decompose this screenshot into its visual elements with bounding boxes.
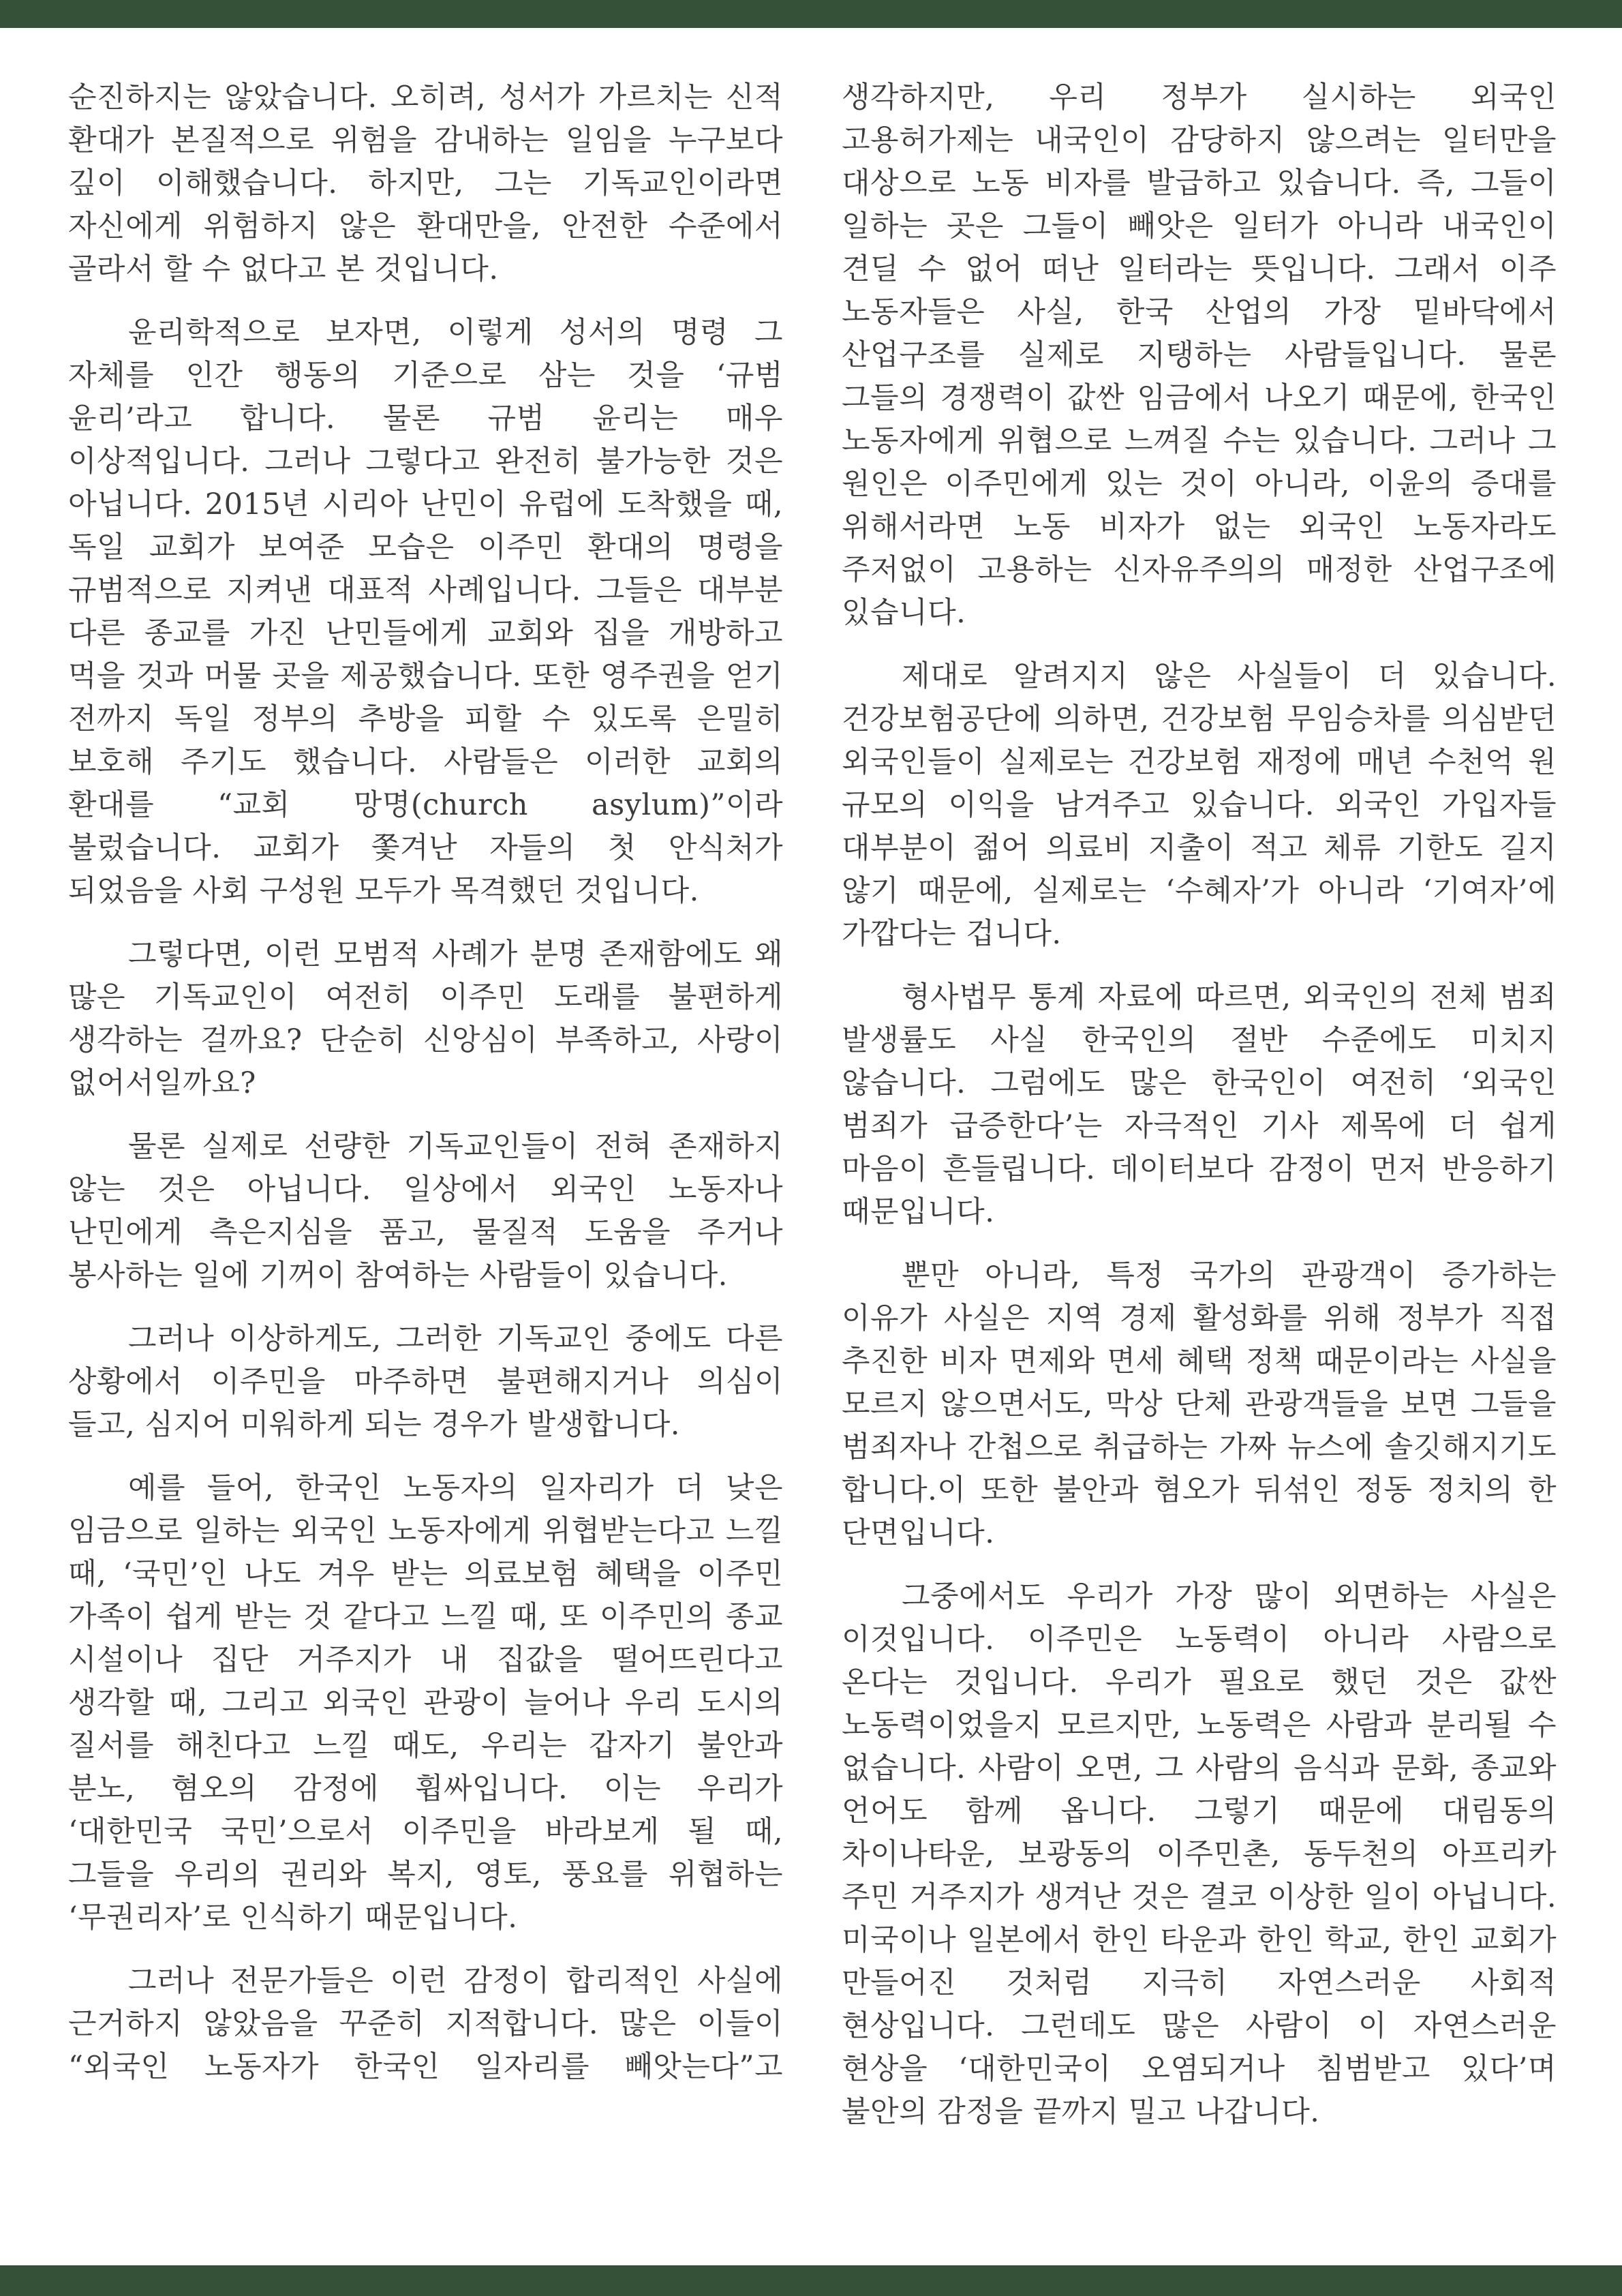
paragraph: 순진하지는 않았습니다. 오히려, 성서가 가르치는 신적 환대가 본질적으로 위험을 감내하는 일임을 누구보다 깊이 이해했습니다. 하지만, 그는 기독교인이라면 자신에게 위험하지 않은 환대만을, 안전한 수준에서 골라서 할 수 없다고 본 것입니다. bbox=[68, 80, 783, 286]
paragraph: 그러나 이상하게도, 그러한 기독교인 중에도 다른 상황에서 이주민을 마주하면 불편해지거나 의심이 들고, 심지어 미워하게 되는 경우가 발생합니다. bbox=[68, 1322, 783, 1442]
text-column-left bbox=[68, 76, 783, 2154]
paragraph: 그렇다면, 이런 모범적 사례가 분명 존재함에도 왜 많은 기독교인이 여전히 이주민 도래를 불편하게 생각하는 걸까요? 단순히 신앙심이 부족하고, 사랑이 없어서일까요? bbox=[68, 937, 783, 1100]
paragraph: 그중에서도 우리가 가장 많이 외면하는 사실은 이것입니다. 이주민은 노동력이 아니라 사람으로 온다는 것입니다. 우리가 필요로 했던 것은 값싼 노동력이었을지 모르지만, 노동력은 사람과 분리될 수 없습니다. 사람이 오면, 그 사람의 음식과 문화, 종교와 언어도 함께 옵니다. 그렇기 때문에 대림동의 차이나타운, 보광동의 이주민촌, 동두천의 아프리카 주민 거주지가 생겨난 것은 결코 이상한 일이 아닙니다. 미국이나 일본에서 한인 타운과 한인 학교, 한인 교회가 만들어진 것처럼 지극히 자연스러운 사회적 현상입니다. 그런데도 많은 사람이 이 자연스러운 현상을 ‘대한민국이 오염되거나 침범받고 있다’며 불안의 감정을 끝까지 밀고 나갑니다. bbox=[842, 1580, 1557, 2129]
paragraph: 생각하지만, 우리 정부가 실시하는 외국인 고용허가제는 내국인이 감당하지 않으려는 일터만을 대상으로 노동 비자를 발급하고 있습니다. 즉, 그들이 일하는 곳은 그들이 빼앗은 일터가 아니라 내국인이 견딜 수 없어 떠난 일터라는 뜻입니다. 그래서 이주 노동자들은 사실, 한국 산업의 가장 밑바닥에서 산업구조를 실제로 지탱하는 사람들입니다. 물론 그들의 경쟁력이 값싼 임금에서 나오기 때문에, 한국인 노동자에게 위협으로 느껴질 수는 있습니다. 그러나 그 원인은 이주민에게 있는 것이 아니라, 이윤의 증대를 위해서라면 노동 비자가 없는 외국인 노동자라도 주저없이 고용하는 신자유주의의 매정한 산업구조에 있습니다. bbox=[842, 80, 1557, 630]
paragraph: 뿐만 아니라, 특정 국가의 관광객이 증가하는 이유가 사실은 지역 경제 활성화를 위해 정부가 직접 추진한 비자 면제와 면세 혜택 정책 때문이라는 사실을 모르지 않으면서도, 막상 단체 관광객들을 보면 그들을 범죄자나 간첩으로 취급하는 가짜 뉴스에 솔깃해지기도 합니다.이 또한 불안과 혐오가 뒤섞인 정동 정치의 한 단면입니다. bbox=[842, 1258, 1557, 1550]
top-accent-bar bbox=[0, 0, 1622, 28]
page-body bbox=[68, 76, 1557, 2154]
paragraph: 윤리학적으로 보자면, 이렇게 성서의 명령 그 자체를 인간 행동의 기준으로 삼는 것을 ‘규범 윤리’라고 합니다. 물론 규범 윤리는 매우 이상적입니다. 그러나 그렇다고 완전히 불가능한 것은 아닙니다. 2015년 시리아 난민이 유럽에 도착했을 때, 독일 교회가 보여준 모습은 이주민 환대의 명령을 규범적으로 지켜낸 대표적 사례입니다. 그들은 대부분 다른 종교를 가진 난민들에게 교회와 집을 개방하고 먹을 것과 머물 곳을 제공했습니다. 또한 영주권을 얻기 전까지 독일 정부의 추방을 피할 수 있도록 은밀히 보호해 주기도 했습니다. 사람들은 이러한 교회의 환대를 “교회 망명(church asylum)”이라 불렀습니다. 교회가 쫓겨난 자들의 첫 안식처가 되었음을 사회 구성원 모두가 목격했던 것입니다. bbox=[68, 316, 783, 908]
paragraph: 제대로 알려지지 않은 사실들이 더 있습니다. 건강보험공단에 의하면, 건강보험 무임승차를 의심받던 외국인들이 실제로는 건강보험 재정에 매년 수천억 원 규모의 이익을 남겨주고 있습니다. 외국인 가입자들 대부분이 젊어 의료비 지출이 적고 체류 기한도 길지 않기 때문에, 실제로는 ‘수혜자’가 아니라 ‘기여자’에 가깝다는 겁니다. bbox=[842, 659, 1557, 951]
paragraph: 물론 실제로 선량한 기독교인들이 전혀 존재하지 않는 것은 아닙니다. 일상에서 외국인 노동자나 난민에게 측은지심을 품고, 물질적 도움을 주거나 봉사하는 일에 기꺼이 참여하는 사람들이 있습니다. bbox=[68, 1130, 783, 1293]
bottom-accent-bar bbox=[0, 2265, 1622, 2296]
paragraph: 예를 들어, 한국인 노동자의 일자리가 더 낮은 임금으로 일하는 외국인 노동자에게 위협받는다고 느낄 때, ‘국민’인 나도 겨우 받는 의료보험 혜택을 이주민 가족이 쉽게 받는 것 같다고 느낄 때, 또 이주민의 종교 시설이나 집단 거주지가 내 집값을 떨어뜨린다고 생각할 때, 그리고 외국인 관광이 늘어나 우리 도시의 질서를 해친다고 느낄 때도, 우리는 갑자기 불안과 분노, 혐오의 감정에 휩싸입니다. 이는 우리가 ‘대한민국 국민’으로서 이주민을 바라보게 될 때, 그들을 우리의 권리와 복지, 영토, 풍요를 위협하는 ‘무권리자’로 인식하기 때문입니다. bbox=[68, 1471, 783, 1935]
text-column-right bbox=[842, 76, 1557, 2154]
paragraph: 그러나 전문가들은 이런 감정이 합리적인 사실에 근거하지 않았음을 꾸준히 지적합니다. 많은 이들이 “외국인 노동자가 한국인 일자리를 빼앗는다”고 bbox=[68, 1964, 783, 2084]
paragraph: 형사법무 통계 자료에 따르면, 외국인의 전체 범죄 발생률도 사실 한국인의 절반 수준에도 미치지 않습니다. 그럼에도 많은 한국인이 여전히 ‘외국인 범죄가 급증한다’는 자극적인 기사 제목에 더 쉽게 마음이 흔들립니다. 데이터보다 감정이 먼저 반응하기 때문입니다. bbox=[842, 980, 1557, 1229]
